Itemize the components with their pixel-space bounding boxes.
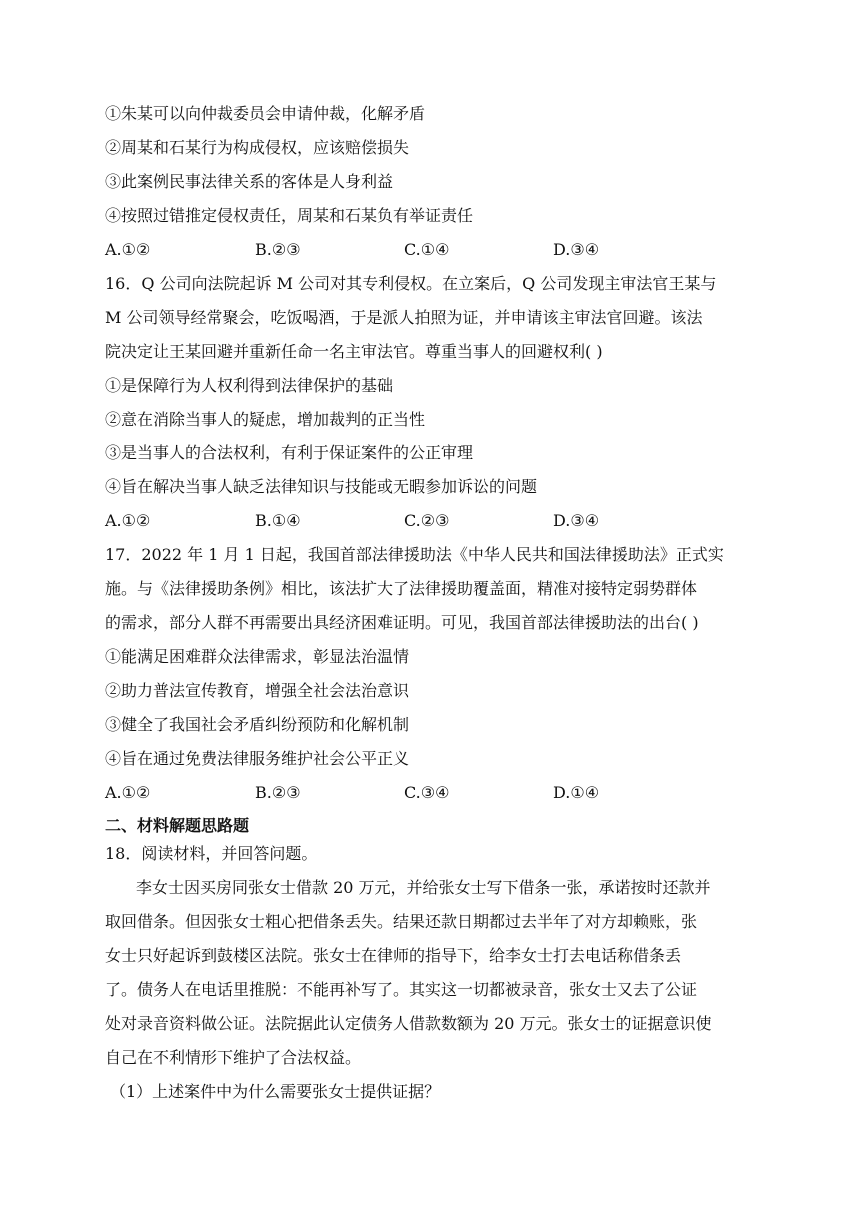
q16-choice-b: B.①④	[255, 511, 301, 530]
q16-stem-line-2: M 公司领导经常聚会，吃饭喝酒，于是派人拍照为证，并申请该主审法官回避。该法	[105, 308, 703, 327]
q17-choice-a: A.①②	[105, 783, 151, 802]
q17-stem-line-1: 17．2022 年 1 月 1 日起，我国首部法律援助法《中华人民共和国法律援助法》正式实	[105, 545, 724, 564]
section-heading: 二、材料解题思路题	[105, 816, 250, 835]
q16-choices	[105, 510, 765, 532]
q15-statement-1: ①朱某可以向仲裁委员会申请仲裁，化解矛盾	[105, 104, 426, 123]
q16-choice-c: C.②③	[404, 511, 450, 530]
q17-stem-line-2: 施。与《法律援助条例》相比，该法扩大了法律援助覆盖面，精准对接特定弱势群体	[105, 579, 698, 598]
q18-material-line-2: 取回借条。但因张女士粗心把借条丢失。结果还款日期都过去半年了对方却赖账，张	[105, 912, 698, 931]
q17-choice-d: D.①④	[553, 783, 600, 802]
q17-choice-c: C.③④	[404, 783, 450, 802]
q17-statement-1: ①能满足困难群众法律需求，彰显法治温情	[105, 647, 410, 666]
q18-material-line-6: 自己在不利情形下维护了合法权益。	[105, 1048, 362, 1067]
q17-choice-b: B.②③	[255, 783, 301, 802]
q17-choices	[105, 782, 765, 804]
q17-statement-2: ②助力普法宣传教育，增强全社会法治意识	[105, 681, 410, 700]
q15-statement-2: ②周某和石某行为构成侵权，应该赔偿损失	[105, 138, 410, 157]
q16-stem-line-1: 16．Q 公司向法院起诉 M 公司对其专利侵权。在立案后，Q 公司发现主审法官王某与	[105, 274, 717, 293]
q18-material-line-4: 了。债务人在电话里推脱：不能再补写了。其实这一切都被录音，张女士又去了公证	[105, 980, 698, 999]
q17-stem-line-3: 的需求，部分人群不再需要出具经济困难证明。可见，我国首部法律援助法的出台( )	[105, 613, 699, 632]
q16-statement-4: ④旨在解决当事人缺乏法律知识与技能或无暇参加诉讼的问题	[105, 477, 538, 496]
q18-material-line-1: 李女士因买房同张女士借款 20 万元，并给张女士写下借条一张，承诺按时还款并	[136, 878, 711, 897]
q16-statement-1: ①是保障行为人权利得到法律保护的基础	[105, 376, 394, 395]
q15-statement-3: ③此案例民事法律关系的客体是人身利益	[105, 172, 394, 191]
q15-choices	[105, 239, 765, 261]
q15-choice-d: D.③④	[553, 240, 600, 259]
q15-statement-4: ④按照过错推定侵权责任，周某和石某负有举证责任	[105, 206, 474, 225]
q15-choice-c: C.①④	[404, 240, 450, 259]
q16-stem-line-3: 院决定让王某回避并重新任命一名主审法官。尊重当事人的回避权利( )	[105, 342, 603, 361]
q17-statement-4: ④旨在通过免费法律服务维护社会公平正义	[105, 749, 410, 768]
q15-choice-a: A.①②	[105, 240, 151, 259]
q16-statement-3: ③是当事人的合法权利，有利于保证案件的公正审理	[105, 443, 474, 462]
q18-material-line-3: 女士只好起诉到鼓楼区法院。张女士在律师的指导下，给李女士打去电话称借条丢	[105, 946, 682, 965]
q18-sub-question-1: （1）上述案件中为什么需要张女士提供证据？	[110, 1082, 441, 1101]
q15-choice-b: B.②③	[255, 240, 301, 259]
q18-stem: 18．阅读材料，并回答问题。	[105, 844, 318, 863]
q16-statement-2: ②意在消除当事人的疑虑，增加裁判的正当性	[105, 410, 426, 429]
q18-material-line-5: 处对录音资料做公证。法院据此认定债务人借款数额为 20 万元。张女士的证据意识使	[105, 1014, 712, 1033]
q16-choice-d: D.③④	[553, 511, 600, 530]
q16-choice-a: A.①②	[105, 511, 151, 530]
q17-statement-3: ③健全了我国社会矛盾纠纷预防和化解机制	[105, 715, 410, 734]
